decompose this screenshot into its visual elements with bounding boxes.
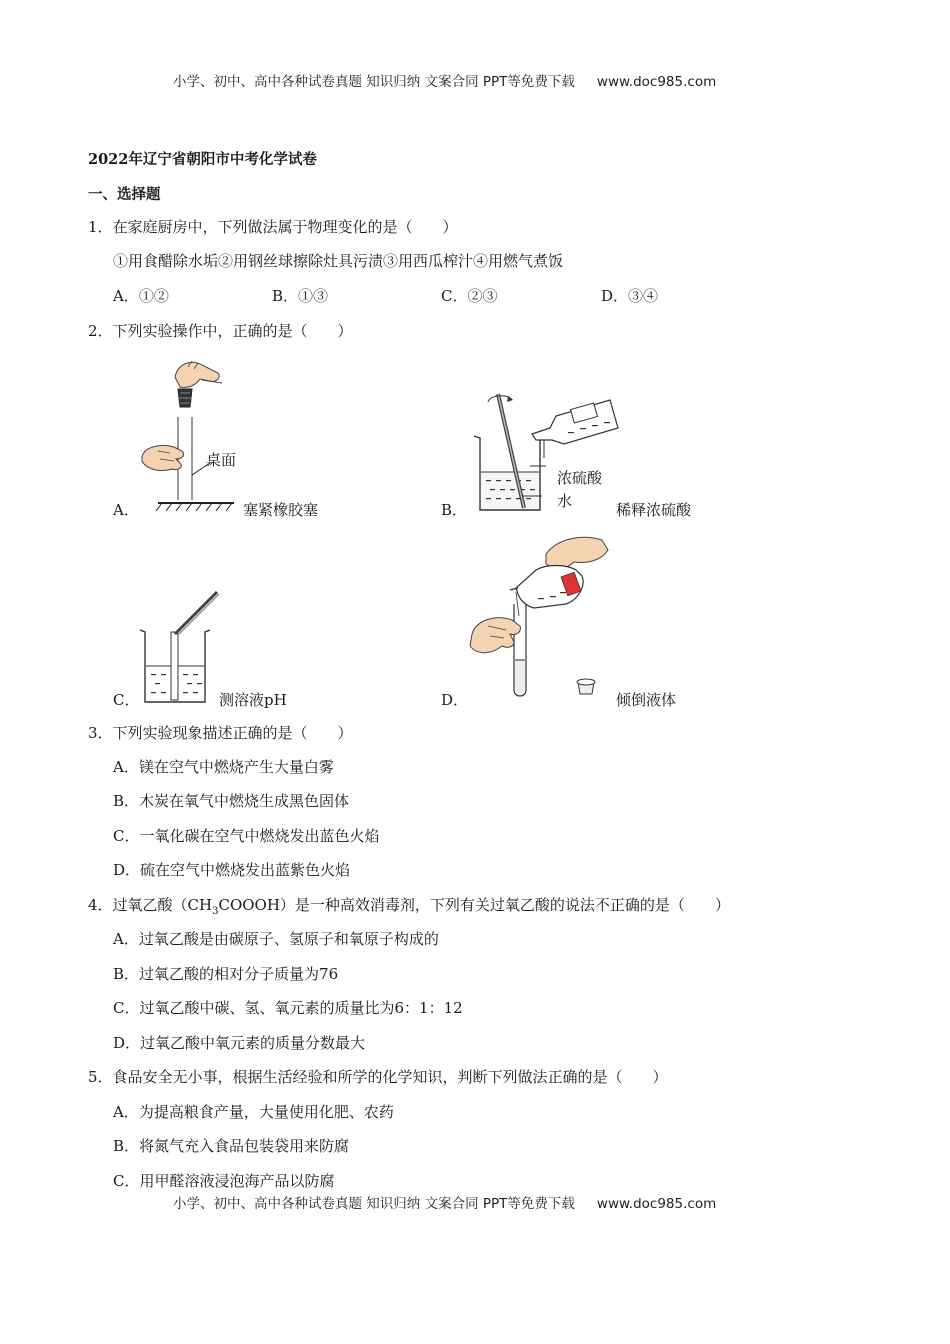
- page-footer: [173, 1192, 716, 1212]
- q1-option-c[interactable]: C．②③: [441, 287, 498, 305]
- q3-option-a[interactable]: A．镁在空气中燃烧产生大量白雾: [113, 758, 334, 776]
- page-header: [173, 70, 716, 90]
- q5-option-c[interactable]: C．用甲醛溶液浸泡海产品以防腐: [113, 1172, 335, 1190]
- q2-option-c[interactable]: C．: [113, 691, 140, 709]
- figure-a-stopper: [130, 355, 250, 520]
- question-1-stem: 1．在家庭厨房中，下列做法属于物理变化的是（ ）: [88, 218, 458, 236]
- header-text: 小学、初中、高中各种试卷真题 知识归纳 文案合同 PPT等免费下载: [173, 74, 575, 90]
- question-5-stem: 5．食品安全无小事，根据生活经验和所学的化学知识，判断下列做法正确的是（ ）: [88, 1068, 668, 1086]
- label-conc-acid: 浓硫酸: [557, 469, 603, 487]
- header-url[interactable]: www.doc985.com: [596, 74, 717, 90]
- q2-caption-d: 倾倒液体: [616, 691, 677, 709]
- q1-option-d[interactable]: D．③④: [601, 287, 659, 305]
- footer-url[interactable]: www.doc985.com: [596, 1196, 717, 1212]
- section-heading: 一、选择题: [88, 186, 161, 203]
- q2-caption-a: 塞紧橡胶塞: [243, 501, 319, 519]
- q2-option-d[interactable]: D．: [441, 691, 469, 709]
- question-4-stem: [88, 894, 730, 917]
- q1-option-a[interactable]: A．①②: [113, 287, 169, 305]
- footer-text: 小学、初中、高中各种试卷真题 知识归纳 文案合同 PPT等免费下载: [173, 1196, 575, 1212]
- q4-option-b[interactable]: B．过氧乙酸的相对分子质量为76: [113, 965, 339, 983]
- q2-option-a[interactable]: A．: [113, 501, 139, 519]
- q1-option-b[interactable]: B．①③: [272, 287, 329, 305]
- label-water: 水: [557, 492, 573, 510]
- q2-caption-b: 稀释浓硫酸: [616, 501, 692, 519]
- figure-d-pour-liquid: [462, 530, 622, 705]
- q4-stem-post: COOOH）是一种高效消毒剂，下列有关过氧乙酸的说法不正确的是（ ）: [218, 896, 730, 914]
- q5-option-b[interactable]: B．将氮气充入食品包装袋用来防腐: [113, 1137, 350, 1155]
- question-2-stem: 2．下列实验操作中，正确的是（ ）: [88, 322, 353, 340]
- q3-option-b[interactable]: B．木炭在氧气中燃烧生成黑色固体: [113, 792, 350, 810]
- figure-c-ph-test: [135, 588, 225, 708]
- q2-option-b[interactable]: B．: [441, 501, 468, 519]
- q3-option-d[interactable]: D．硫在空气中燃烧发出蓝紫色火焰: [113, 861, 351, 879]
- question-3-stem: 3．下列实验现象描述正确的是（ ）: [88, 724, 353, 742]
- question-1-items: ①用食醋除水垢②用钢丝球擦除灶具污渍③用西瓜榨汁④用燃气煮饭: [113, 252, 564, 270]
- figure-b-dilute-acid: [460, 388, 620, 518]
- q2-caption-c: 测溶液pH: [219, 691, 287, 709]
- q4-subscript: 3: [212, 906, 219, 917]
- q4-option-a[interactable]: A．过氧乙酸是由碳原子、氢原子和氧原子构成的: [113, 930, 439, 948]
- q5-option-a[interactable]: A．为提高粮食产量，大量使用化肥、农药: [113, 1103, 394, 1121]
- q3-option-c[interactable]: C．一氧化碳在空气中燃烧发出蓝色火焰: [113, 827, 380, 845]
- q4-stem-pre: 4．过氧乙酸（CH: [88, 896, 213, 914]
- q4-option-d[interactable]: D．过氧乙酸中氧元素的质量分数最大: [113, 1034, 366, 1052]
- label-desktop: 桌面: [206, 451, 237, 469]
- q4-option-c[interactable]: C．过氧乙酸中碳、氢、氧元素的质量比为6：1：12: [113, 999, 463, 1017]
- doc-title: 2022年辽宁省朝阳市中考化学试卷: [88, 151, 317, 168]
